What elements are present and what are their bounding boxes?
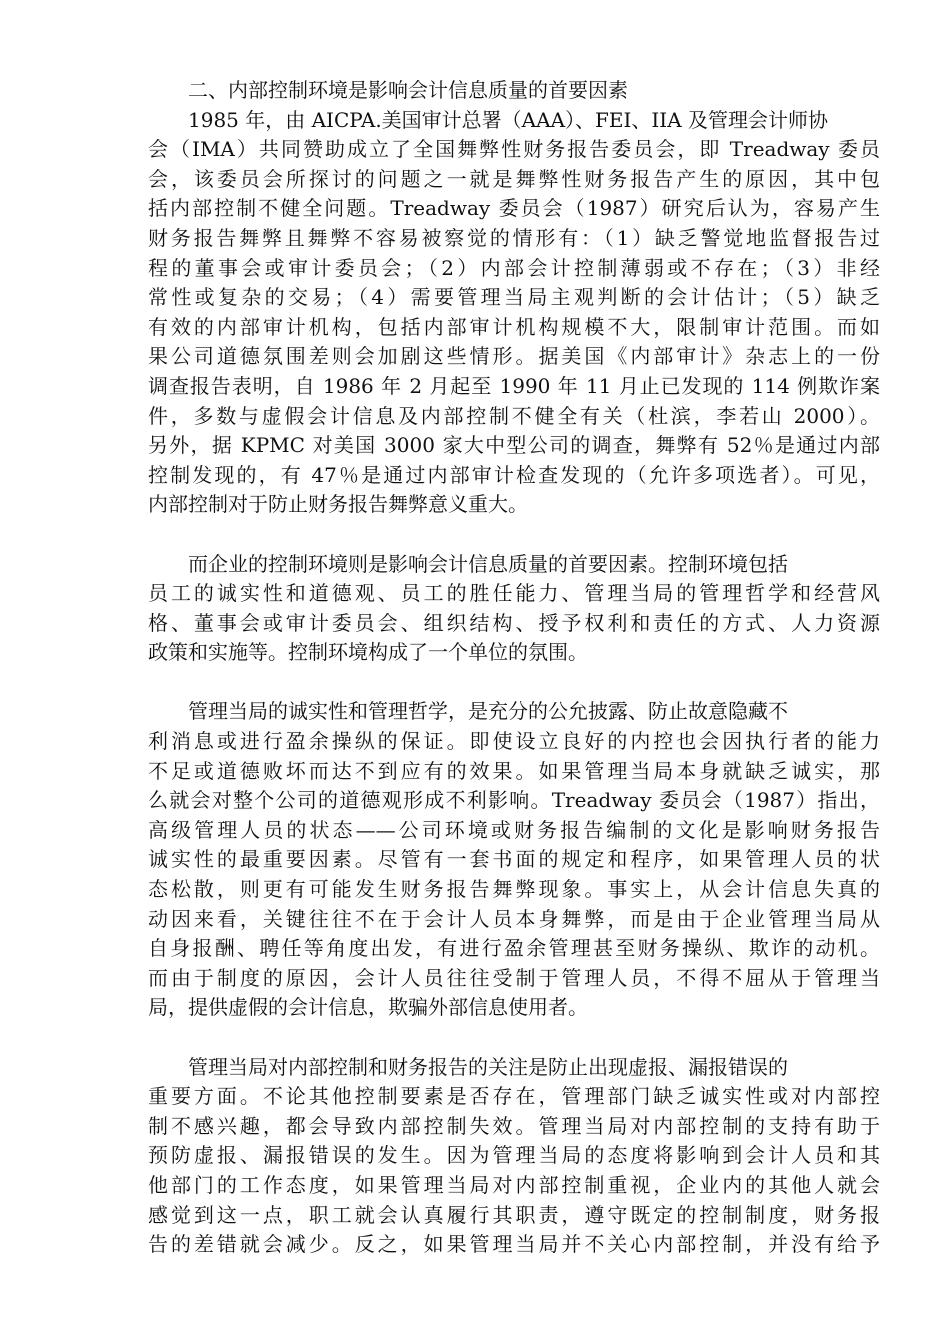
- paragraph-3: [148, 697, 880, 1023]
- paragraph-line: 程的董事会或审计委员会；（2）内部会计控制薄弱或不存在；（3）非经: [148, 255, 880, 280]
- paragraph-gap: [148, 1023, 880, 1053]
- paragraph-line: 制不感兴趣，都会导致内部控制失效。管理当局对内部控制的支持有助于: [148, 1113, 880, 1138]
- paragraph-line: 会（IMA）共同赞助成立了全国舞弊性财务报告委员会，即 Treadway 委员: [148, 137, 880, 162]
- document-page: [148, 76, 880, 1260]
- paragraph-4: [148, 1053, 880, 1260]
- paragraph-line: 内部控制对于防止财务报告舞弊意义重大。: [148, 492, 528, 517]
- paragraph-line: 态松散，则更有可能发生财务报告舞弊现象。事实上，从会计信息失真的: [148, 877, 880, 902]
- paragraph-line: 告的差错就会减少。反之，如果管理当局并不关心内部控制，并没有给予: [148, 1232, 880, 1257]
- paragraph-line: 另外，据 KPMC 对美国 3000 家大中型公司的调查，舞弊有 52％是通过内部: [148, 433, 880, 458]
- paragraph-line: 控制发现的，有 47％是通过内部审计检查发现的（允许多项选者）。可见，: [148, 462, 880, 487]
- paragraph-line: 自身报酬、聘任等角度出发，有进行盈余管理甚至财务操纵、欺诈的动机。: [148, 936, 880, 961]
- paragraph-line: 重要方面。不论其他控制要素是否存在，管理部门缺乏诚实性或对内部控: [148, 1084, 880, 1109]
- paragraph-line: 而由于制度的原因，会计人员往往受制于管理人员，不得不屈从于管理当: [148, 965, 880, 990]
- paragraph-line: 括内部控制不健全问题。Treadway 委员会（1987）研究后认为，容易产生: [148, 196, 880, 221]
- paragraph-line: 预防虚报、漏报错误的发生。因为管理当局的态度将影响到会计人员和其: [148, 1143, 880, 1168]
- paragraph-line: 有效的内部审计机构，包括内部审计机构规模不大，限制审计范围。而如: [148, 314, 880, 339]
- paragraph-line: 诚实性的最重要因素。尽管有一套书面的规定和程序，如果管理人员的状: [148, 847, 880, 872]
- paragraph-line: 果公司道德氛围差则会加剧这些情形。据美国《内部审计》杂志上的一份: [148, 344, 880, 369]
- paragraph-2: [148, 550, 880, 668]
- paragraph-line: 格、董事会或审计委员会、组织结构、授予权利和责任的方式、人力资源: [148, 610, 880, 635]
- paragraph-line: 管理当局对内部控制和财务报告的关注是防止出现虚报、漏报错误的: [188, 1054, 788, 1079]
- section-heading: 二、内部控制环境是影响会计信息质量的首要因素: [188, 78, 628, 102]
- paragraph-line: 不足或道德败坏而达不到应有的效果。如果管理当局本身就缺乏诚实，那: [148, 758, 880, 783]
- paragraph-line: 政策和实施等。控制环境构成了一个单位的氛围。: [148, 640, 588, 665]
- paragraph-line: 件，多数与虚假会计信息及内部控制不健全有关（杜滨，李若山 2000）。: [148, 403, 880, 428]
- paragraph-line: 会，该委员会所探讨的问题之一就是舞弊性财务报告产生的原因，其中包: [148, 166, 880, 191]
- paragraph-line: 1985 年，由 AICPA.美国审计总署（AAA）、FEI、IIA 及管理会计师协: [188, 107, 828, 132]
- paragraph-line: 高级管理人员的状态——公司环境或财务报告编制的文化是影响财务报告: [148, 817, 880, 842]
- paragraph-line: 常性或复杂的交易；（4）需要管理当局主观判断的会计估计；（5）缺乏: [148, 285, 880, 310]
- paragraph-line: 财务报告舞弊且舞弊不容易被察觉的情形有：（1）缺乏警觉地监督报告过: [148, 225, 880, 250]
- paragraph-line: 调查报告表明，自 1986 年 2 月起至 1990 年 11 月止已发现的 114 例欺诈案: [148, 373, 880, 398]
- paragraph-line: 局，提供虚假的会计信息，欺骗外部信息使用者。: [148, 995, 588, 1020]
- paragraph-line: 动因来看，关键往往不在于会计人员本身舞弊，而是由于企业管理当局从: [148, 906, 880, 931]
- paragraph-line: 么就会对整个公司的道德观形成不利影响。Treadway 委员会（1987）指出，: [148, 788, 880, 813]
- paragraph-line: 利消息或进行盈余操纵的保证。即使设立良好的内控也会因执行者的能力: [148, 729, 880, 754]
- paragraph-line: 而企业的控制环境则是影响会计信息质量的首要因素。控制环境包括: [188, 551, 788, 576]
- paragraph-gap: [148, 520, 880, 550]
- paragraph-line: 感觉到这一点，职工就会认真履行其职责，遵守既定的控制制度，财务报: [148, 1202, 880, 1227]
- paragraph-1: [148, 106, 880, 520]
- paragraph-gap: [148, 668, 880, 698]
- paragraph-line: 他部门的工作态度，如果管理当局对内部控制重视，企业内的其他人就会: [148, 1172, 880, 1197]
- paragraph-line: 管理当局的诚实性和管理哲学，是充分的公允披露、防止故意隐藏不: [188, 699, 788, 724]
- paragraph-line: 员工的诚实性和道德观、员工的胜任能力、管理当局的管理哲学和经营风: [148, 581, 880, 606]
